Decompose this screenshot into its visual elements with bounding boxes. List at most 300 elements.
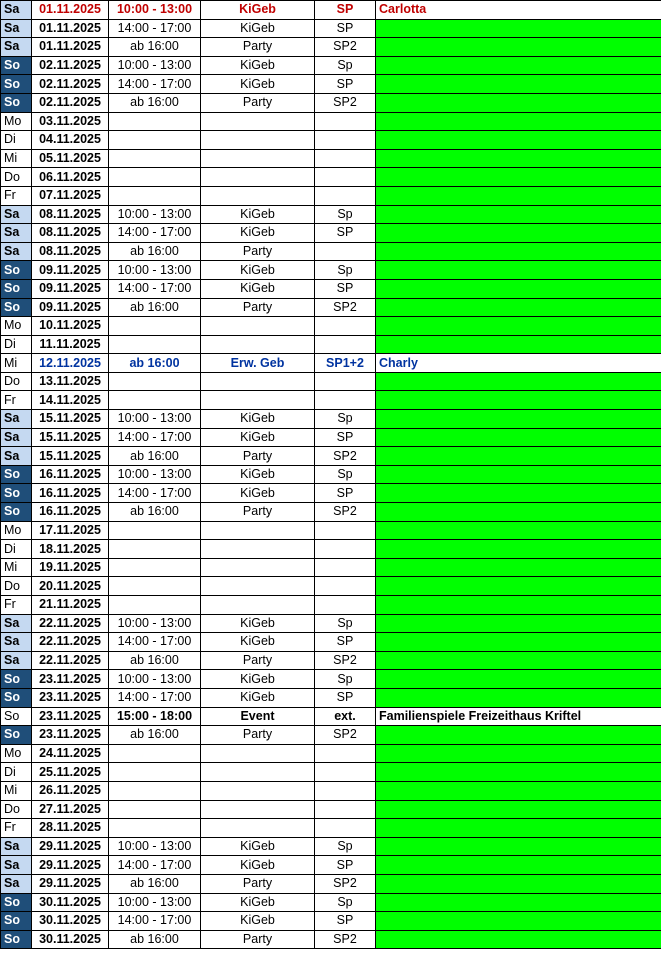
type-cell (201, 335, 315, 354)
time-cell: 14:00 - 17:00 (109, 279, 201, 298)
note-cell (376, 930, 661, 949)
note-cell (376, 912, 661, 931)
schedule-row (1, 112, 661, 131)
type-cell: KiGeb (201, 614, 315, 633)
type-cell (201, 149, 315, 168)
time-cell: ab 16:00 (109, 930, 201, 949)
note-cell (376, 893, 661, 912)
schedule-row (1, 930, 661, 949)
note-cell (376, 614, 661, 633)
date-cell: 16.11.2025 (32, 484, 109, 503)
note-cell (376, 186, 661, 205)
date-cell: 14.11.2025 (32, 391, 109, 410)
note-cell: Carlotta (376, 1, 661, 20)
date-cell: 08.11.2025 (32, 242, 109, 261)
room-cell: SP2 (315, 298, 376, 317)
type-cell (201, 577, 315, 596)
day-cell: Sa (1, 1, 32, 20)
room-cell (315, 372, 376, 391)
time-cell (109, 596, 201, 615)
date-cell: 08.11.2025 (32, 224, 109, 243)
day-cell: Mi (1, 781, 32, 800)
room-cell (315, 781, 376, 800)
room-cell (315, 391, 376, 410)
type-cell: Party (201, 651, 315, 670)
type-cell: Party (201, 503, 315, 522)
date-cell: 23.11.2025 (32, 707, 109, 726)
type-cell (201, 558, 315, 577)
note-cell (376, 261, 661, 280)
date-cell: 20.11.2025 (32, 577, 109, 596)
time-cell: ab 16:00 (109, 93, 201, 112)
time-cell: ab 16:00 (109, 38, 201, 57)
time-cell: 14:00 - 17:00 (109, 75, 201, 94)
time-cell (109, 131, 201, 150)
schedule-row (1, 819, 661, 838)
time-cell: 15:00 - 18:00 (109, 707, 201, 726)
time-cell: 10:00 - 13:00 (109, 614, 201, 633)
room-cell: SP2 (315, 651, 376, 670)
schedule-row (1, 354, 661, 373)
type-cell: Event (201, 707, 315, 726)
note-cell (376, 131, 661, 150)
schedule-row (1, 521, 661, 540)
type-cell (201, 540, 315, 559)
time-cell (109, 558, 201, 577)
date-cell: 06.11.2025 (32, 168, 109, 187)
note-cell (376, 112, 661, 131)
type-cell: KiGeb (201, 279, 315, 298)
type-cell: KiGeb (201, 688, 315, 707)
day-cell: Fr (1, 819, 32, 838)
date-cell: 15.11.2025 (32, 428, 109, 447)
type-cell (201, 596, 315, 615)
note-cell (376, 558, 661, 577)
schedule-row (1, 614, 661, 633)
type-cell: Party (201, 38, 315, 57)
date-cell: 09.11.2025 (32, 279, 109, 298)
type-cell: KiGeb (201, 893, 315, 912)
room-cell: SP (315, 19, 376, 38)
time-cell: 10:00 - 13:00 (109, 205, 201, 224)
time-cell (109, 521, 201, 540)
day-cell: Do (1, 372, 32, 391)
day-cell: Do (1, 800, 32, 819)
note-cell (376, 484, 661, 503)
room-cell: SP (315, 688, 376, 707)
date-cell: 29.11.2025 (32, 856, 109, 875)
type-cell: Party (201, 930, 315, 949)
date-cell: 23.11.2025 (32, 726, 109, 745)
type-cell (201, 131, 315, 150)
room-cell (315, 800, 376, 819)
date-cell: 30.11.2025 (32, 893, 109, 912)
date-cell: 30.11.2025 (32, 930, 109, 949)
time-cell: 10:00 - 13:00 (109, 1, 201, 20)
room-cell: SP2 (315, 930, 376, 949)
room-cell: SP (315, 224, 376, 243)
time-cell: ab 16:00 (109, 354, 201, 373)
room-cell (315, 131, 376, 150)
schedule-row (1, 93, 661, 112)
room-cell: SP (315, 428, 376, 447)
time-cell: 10:00 - 13:00 (109, 670, 201, 689)
schedule-row (1, 856, 661, 875)
room-cell (315, 317, 376, 336)
type-cell: KiGeb (201, 633, 315, 652)
date-cell: 13.11.2025 (32, 372, 109, 391)
schedule-row (1, 75, 661, 94)
room-cell: SP (315, 1, 376, 20)
schedule-row (1, 317, 661, 336)
date-cell: 30.11.2025 (32, 912, 109, 931)
room-cell (315, 596, 376, 615)
room-cell: SP2 (315, 726, 376, 745)
room-cell (315, 558, 376, 577)
schedule-row (1, 131, 661, 150)
type-cell: Party (201, 874, 315, 893)
schedule-row (1, 149, 661, 168)
time-cell: 10:00 - 13:00 (109, 465, 201, 484)
room-cell: SP2 (315, 93, 376, 112)
time-cell (109, 577, 201, 596)
day-cell: Sa (1, 242, 32, 261)
note-cell (376, 651, 661, 670)
date-cell: 15.11.2025 (32, 447, 109, 466)
type-cell (201, 168, 315, 187)
type-cell (201, 781, 315, 800)
room-cell: Sp (315, 893, 376, 912)
day-cell: Di (1, 763, 32, 782)
day-cell: So (1, 893, 32, 912)
schedule-row (1, 874, 661, 893)
time-cell (109, 819, 201, 838)
note-cell (376, 521, 661, 540)
type-cell: KiGeb (201, 205, 315, 224)
date-cell: 16.11.2025 (32, 465, 109, 484)
room-cell (315, 168, 376, 187)
schedule-row (1, 242, 661, 261)
room-cell (315, 540, 376, 559)
time-cell (109, 540, 201, 559)
time-cell: 14:00 - 17:00 (109, 484, 201, 503)
note-cell (376, 38, 661, 57)
type-cell (201, 819, 315, 838)
schedule-row (1, 261, 661, 280)
note-cell (376, 670, 661, 689)
type-cell (201, 391, 315, 410)
time-cell: 14:00 - 17:00 (109, 224, 201, 243)
note-cell (376, 205, 661, 224)
date-cell: 23.11.2025 (32, 688, 109, 707)
day-cell: Sa (1, 651, 32, 670)
day-cell: So (1, 56, 32, 75)
schedule-row (1, 1, 661, 20)
day-cell: So (1, 503, 32, 522)
day-cell: Sa (1, 410, 32, 429)
time-cell: 14:00 - 17:00 (109, 19, 201, 38)
room-cell: SP (315, 484, 376, 503)
room-cell: Sp (315, 261, 376, 280)
time-cell: 14:00 - 17:00 (109, 688, 201, 707)
date-cell: 05.11.2025 (32, 149, 109, 168)
time-cell (109, 391, 201, 410)
day-cell: Sa (1, 447, 32, 466)
room-cell (315, 335, 376, 354)
time-cell: ab 16:00 (109, 242, 201, 261)
schedule-row (1, 372, 661, 391)
date-cell: 29.11.2025 (32, 874, 109, 893)
date-cell: 03.11.2025 (32, 112, 109, 131)
day-cell: Mo (1, 744, 32, 763)
schedule-row (1, 38, 661, 57)
day-cell: Sa (1, 19, 32, 38)
note-cell (376, 56, 661, 75)
note-cell (376, 577, 661, 596)
date-cell: 01.11.2025 (32, 19, 109, 38)
room-cell: Sp (315, 614, 376, 633)
note-cell (376, 781, 661, 800)
time-cell (109, 186, 201, 205)
note-cell (376, 372, 661, 391)
schedule-row (1, 596, 661, 615)
day-cell: So (1, 279, 32, 298)
room-cell (315, 577, 376, 596)
schedule-row (1, 56, 661, 75)
type-cell: KiGeb (201, 465, 315, 484)
note-cell (376, 744, 661, 763)
time-cell: 10:00 - 13:00 (109, 893, 201, 912)
day-cell: Fr (1, 186, 32, 205)
type-cell (201, 800, 315, 819)
day-cell: So (1, 912, 32, 931)
date-cell: 08.11.2025 (32, 205, 109, 224)
room-cell: SP1+2 (315, 354, 376, 373)
day-cell: So (1, 688, 32, 707)
date-cell: 23.11.2025 (32, 670, 109, 689)
room-cell: SP2 (315, 447, 376, 466)
time-cell: ab 16:00 (109, 298, 201, 317)
date-cell: 17.11.2025 (32, 521, 109, 540)
type-cell: KiGeb (201, 428, 315, 447)
note-cell: Familienspiele Freizeithaus Kriftel (376, 707, 661, 726)
day-cell: Mi (1, 558, 32, 577)
note-cell (376, 391, 661, 410)
schedule-row (1, 19, 661, 38)
room-cell (315, 112, 376, 131)
type-cell: Erw. Geb (201, 354, 315, 373)
time-cell: 10:00 - 13:00 (109, 837, 201, 856)
schedule-row (1, 912, 661, 931)
time-cell: ab 16:00 (109, 503, 201, 522)
date-cell: 09.11.2025 (32, 261, 109, 280)
day-cell: So (1, 465, 32, 484)
day-cell: Mo (1, 317, 32, 336)
schedule-row (1, 633, 661, 652)
day-cell: Di (1, 540, 32, 559)
note-cell (376, 763, 661, 782)
type-cell: KiGeb (201, 670, 315, 689)
time-cell (109, 800, 201, 819)
time-cell (109, 763, 201, 782)
time-cell: ab 16:00 (109, 874, 201, 893)
time-cell: 14:00 - 17:00 (109, 912, 201, 931)
schedule-row (1, 186, 661, 205)
type-cell: KiGeb (201, 261, 315, 280)
time-cell: ab 16:00 (109, 651, 201, 670)
room-cell (315, 744, 376, 763)
note-cell (376, 800, 661, 819)
day-cell: So (1, 670, 32, 689)
type-cell: KiGeb (201, 56, 315, 75)
schedule-row (1, 168, 661, 187)
day-cell: Mo (1, 521, 32, 540)
type-cell (201, 763, 315, 782)
day-cell: Fr (1, 596, 32, 615)
schedule-row (1, 577, 661, 596)
day-cell: Sa (1, 614, 32, 633)
date-cell: 01.11.2025 (32, 38, 109, 57)
note-cell (376, 168, 661, 187)
schedule-row (1, 484, 661, 503)
date-cell: 01.11.2025 (32, 1, 109, 20)
date-cell: 02.11.2025 (32, 75, 109, 94)
time-cell: 14:00 - 17:00 (109, 428, 201, 447)
day-cell: Sa (1, 633, 32, 652)
type-cell: KiGeb (201, 484, 315, 503)
schedule-row (1, 540, 661, 559)
day-cell: So (1, 93, 32, 112)
date-cell: 10.11.2025 (32, 317, 109, 336)
type-cell: KiGeb (201, 75, 315, 94)
day-cell: Sa (1, 874, 32, 893)
time-cell: 10:00 - 13:00 (109, 261, 201, 280)
note-cell (376, 688, 661, 707)
time-cell: 10:00 - 13:00 (109, 410, 201, 429)
type-cell: KiGeb (201, 224, 315, 243)
schedule-row (1, 670, 661, 689)
date-cell: 22.11.2025 (32, 651, 109, 670)
room-cell: SP (315, 912, 376, 931)
day-cell: Sa (1, 38, 32, 57)
day-cell: So (1, 726, 32, 745)
type-cell (201, 744, 315, 763)
time-cell: 14:00 - 17:00 (109, 856, 201, 875)
room-cell (315, 521, 376, 540)
schedule-row (1, 279, 661, 298)
note-cell: Charly (376, 354, 661, 373)
schedule-row (1, 763, 661, 782)
time-cell (109, 149, 201, 168)
note-cell (376, 75, 661, 94)
date-cell: 04.11.2025 (32, 131, 109, 150)
date-cell: 07.11.2025 (32, 186, 109, 205)
day-cell: Fr (1, 391, 32, 410)
date-cell: 22.11.2025 (32, 614, 109, 633)
time-cell (109, 335, 201, 354)
schedule-row (1, 465, 661, 484)
note-cell (376, 540, 661, 559)
date-cell: 21.11.2025 (32, 596, 109, 615)
day-cell: Sa (1, 837, 32, 856)
type-cell (201, 317, 315, 336)
schedule-row (1, 447, 661, 466)
note-cell (376, 298, 661, 317)
type-cell: Party (201, 93, 315, 112)
type-cell: KiGeb (201, 856, 315, 875)
schedule-row (1, 428, 661, 447)
day-cell: Mi (1, 354, 32, 373)
schedule-row (1, 781, 661, 800)
time-cell (109, 744, 201, 763)
day-cell: Sa (1, 856, 32, 875)
date-cell: 28.11.2025 (32, 819, 109, 838)
note-cell (376, 819, 661, 838)
type-cell: Party (201, 447, 315, 466)
schedule-row (1, 335, 661, 354)
room-cell: Sp (315, 465, 376, 484)
room-cell: SP (315, 279, 376, 298)
schedule-row (1, 205, 661, 224)
time-cell (109, 112, 201, 131)
note-cell (376, 726, 661, 745)
day-cell: Sa (1, 224, 32, 243)
day-cell: Sa (1, 205, 32, 224)
note-cell (376, 837, 661, 856)
type-cell: KiGeb (201, 410, 315, 429)
room-cell: ext. (315, 707, 376, 726)
day-cell: So (1, 930, 32, 949)
room-cell: SP2 (315, 503, 376, 522)
schedule-row (1, 410, 661, 429)
type-cell (201, 521, 315, 540)
schedule-row (1, 651, 661, 670)
note-cell (376, 503, 661, 522)
date-cell: 29.11.2025 (32, 837, 109, 856)
room-cell: Sp (315, 410, 376, 429)
time-cell (109, 317, 201, 336)
date-cell: 02.11.2025 (32, 56, 109, 75)
schedule-row (1, 503, 661, 522)
time-cell (109, 781, 201, 800)
room-cell: SP2 (315, 38, 376, 57)
schedule-row (1, 558, 661, 577)
day-cell: Di (1, 131, 32, 150)
type-cell: KiGeb (201, 837, 315, 856)
date-cell: 27.11.2025 (32, 800, 109, 819)
time-cell: 14:00 - 17:00 (109, 633, 201, 652)
schedule-row (1, 707, 661, 726)
schedule-body (1, 1, 661, 949)
room-cell (315, 149, 376, 168)
note-cell (376, 447, 661, 466)
day-cell: So (1, 484, 32, 503)
day-cell: So (1, 298, 32, 317)
schedule-row (1, 800, 661, 819)
date-cell: 18.11.2025 (32, 540, 109, 559)
type-cell: Party (201, 242, 315, 261)
room-cell: SP (315, 75, 376, 94)
date-cell: 16.11.2025 (32, 503, 109, 522)
note-cell (376, 856, 661, 875)
date-cell: 09.11.2025 (32, 298, 109, 317)
date-cell: 12.11.2025 (32, 354, 109, 373)
day-cell: Sa (1, 428, 32, 447)
date-cell: 25.11.2025 (32, 763, 109, 782)
schedule-row (1, 893, 661, 912)
day-cell: So (1, 261, 32, 280)
room-cell: Sp (315, 56, 376, 75)
